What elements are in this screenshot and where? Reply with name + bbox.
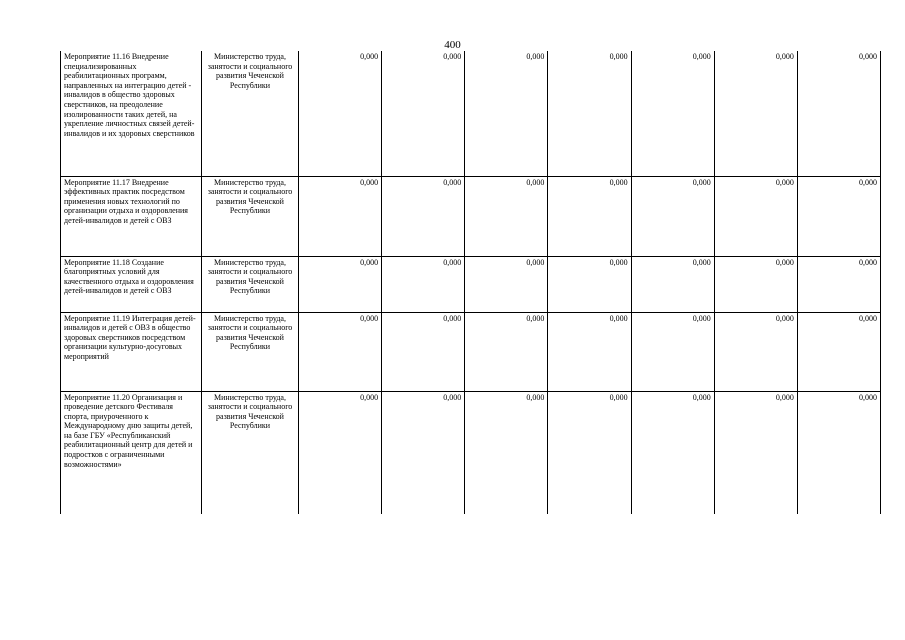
value-cell: 0,000 [714, 312, 797, 391]
table-row [61, 176, 881, 256]
value-cell: 0,000 [382, 312, 465, 391]
table-row [61, 312, 881, 391]
value-cell: 0,000 [548, 176, 631, 256]
executor-cell: Министерство труда, занятости и социального развития Чеченской Республики [202, 391, 299, 514]
value-cell: 0,000 [299, 256, 382, 312]
measure-name: Мероприятие 11.16 Внедрение специализированных реабилитационных программ, направленных на интеграцию детей - инвалидов в общество здоровых сверстников, на преодоление изолированности таких детей, на укрепление личностных связей детей-инвалидов и их здоровых сверстников [61, 51, 202, 176]
value-cell: 0,000 [465, 176, 548, 256]
value-cell: 0,000 [548, 256, 631, 312]
value-cell: 0,000 [465, 391, 548, 514]
measure-name: Мероприятие 11.20 Организация и проведение детского Фестиваля спорта, приуроченного к Международному дню защиты детей, на базе ГБУ «Республиканский реабилитационный центр для детей и подростков с ограниченными возможностями» [61, 391, 202, 514]
executor-cell: Министерство труда, занятости и социального развития Чеченской Республики [202, 312, 299, 391]
value-cell: 0,000 [631, 51, 714, 176]
value-cell: 0,000 [299, 51, 382, 176]
value-cell: 0,000 [797, 176, 880, 256]
table-row [61, 51, 881, 176]
value-cell: 0,000 [631, 176, 714, 256]
value-cell: 0,000 [382, 51, 465, 176]
value-cell: 0,000 [631, 312, 714, 391]
value-cell: 0,000 [797, 256, 880, 312]
value-cell: 0,000 [797, 312, 880, 391]
value-cell: 0,000 [299, 176, 382, 256]
value-cell: 0,000 [299, 312, 382, 391]
table-row [61, 256, 881, 312]
measure-name: Мероприятие 11.18 Создание благоприятных условий для качественного отдыха и оздоровления детей-инвалидов и детей с ОВЗ [61, 256, 202, 312]
value-cell: 0,000 [631, 256, 714, 312]
value-cell: 0,000 [548, 312, 631, 391]
executor-cell: Министерство труда, занятости и социального развития Чеченской Республики [202, 256, 299, 312]
table-row [61, 391, 881, 514]
value-cell: 0,000 [714, 256, 797, 312]
executor-cell: Министерство труда, занятости и социального развития Чеченской Республики [202, 51, 299, 176]
program-table [60, 51, 881, 514]
value-cell: 0,000 [465, 256, 548, 312]
value-cell: 0,000 [382, 391, 465, 514]
value-cell: 0,000 [465, 51, 548, 176]
measure-name: Мероприятие 11.17 Внедрение эффективных практик посредством применения новых технологий по организации отдыха и оздоровления детей-инвалидов и детей с ОВЗ [61, 176, 202, 256]
value-cell: 0,000 [465, 312, 548, 391]
page-number: 400 [444, 39, 461, 51]
value-cell: 0,000 [382, 256, 465, 312]
value-cell: 0,000 [382, 176, 465, 256]
value-cell: 0,000 [548, 51, 631, 176]
value-cell: 0,000 [714, 176, 797, 256]
value-cell: 0,000 [548, 391, 631, 514]
value-cell: 0,000 [714, 391, 797, 514]
value-cell: 0,000 [714, 51, 797, 176]
value-cell: 0,000 [797, 391, 880, 514]
value-cell: 0,000 [797, 51, 880, 176]
measure-name: Мероприятие 11.19 Интеграция детей-инвалидов и детей с ОВЗ в общество здоровых сверстников посредством организации культурно-досуговых мероприятий [61, 312, 202, 391]
value-cell: 0,000 [631, 391, 714, 514]
executor-cell: Министерство труда, занятости и социального развития Чеченской Республики [202, 176, 299, 256]
value-cell: 0,000 [299, 391, 382, 514]
